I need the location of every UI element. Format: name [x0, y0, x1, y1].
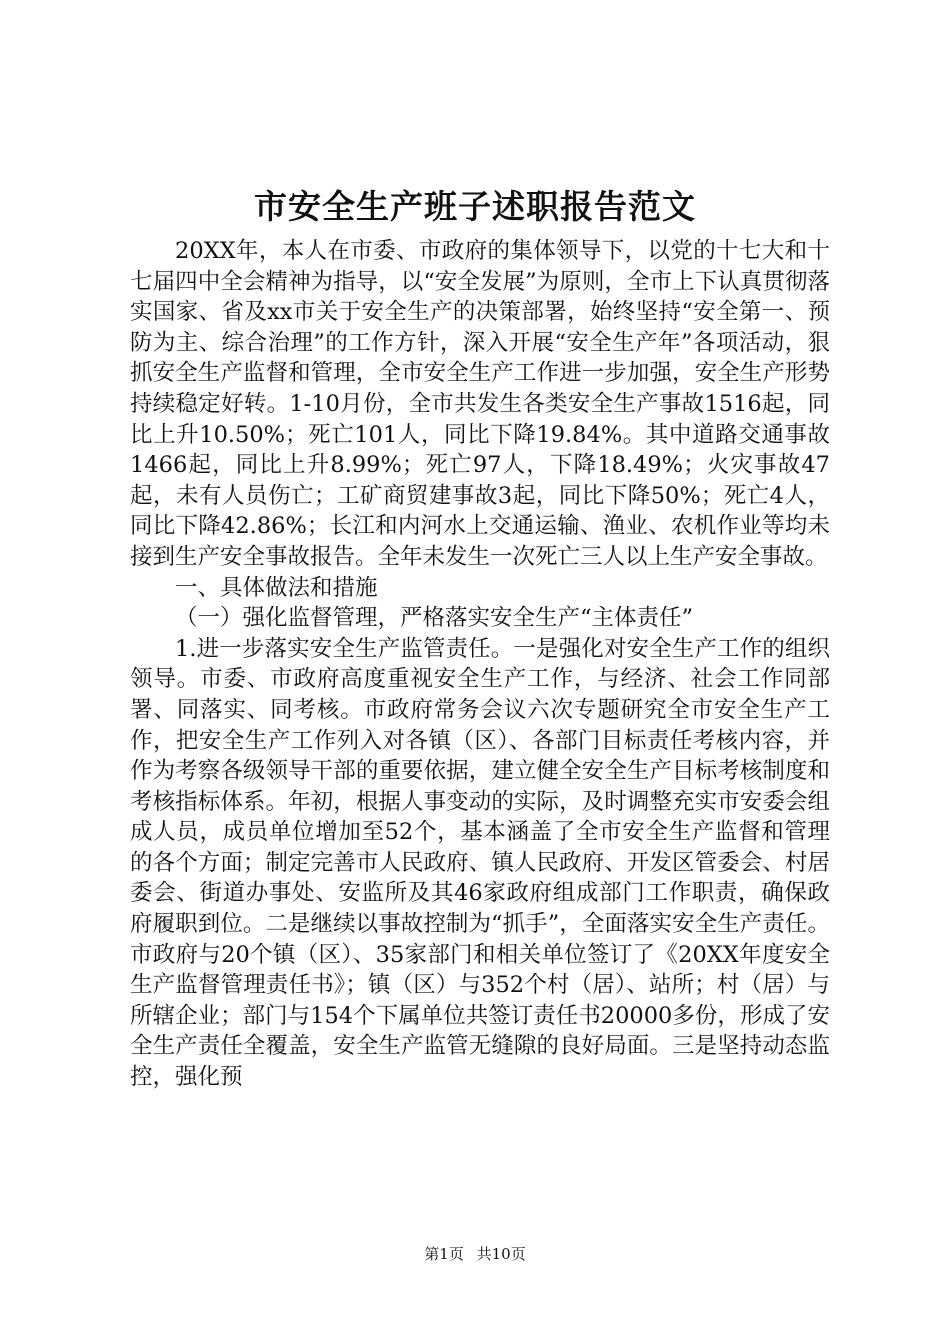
- paragraph-body: 1.进一步落实安全生产监管责任。一是强化对安全生产工作的组织领导。市委、市政府高度重视安全生产工作，与经济、社会工作同部署、同落实、同考核。市政府常务会议六次专题研究全市安全生产工作，把安全生产工作列入对各镇（区）、各部门目标责任考核内容，并作为考察各级领导干部的重要依据，建立健全安全生产目标考核制度和考核指标体系。年初，根据人事变动的实际，及时调整充实市安委会组成人员，成员单位增加至52个，基本涵盖了全市安全生产监督和管理的各个方面；制定完善市人民政府、镇人民政府、开发区管委会、村居委会、街道办事处、安监所及其46家政府组成部门工作职责，确保政府履职到位。二是继续以事故控制为“抓手”，全面落实安全生产责任。市政府与20个镇（区）、35家部门和相关单位签订了《20XX年度安全生产监督管理责任书》；镇（区）与352个村（居）、站所；村（居）与所辖企业；部门与154个下属单位共签订责任书20000多份，形成了安全生产责任全覆盖，安全生产监管无缝隙的良好局面。三是坚持动态监控，强化预: [130, 635, 830, 1091]
- document-title: 市安全生产班子述职报告范文: [254, 187, 696, 226]
- page-number: 第1页: [424, 1245, 464, 1263]
- paragraph-intro: 20XX年，本人在市委、市政府的集体领导下，以党的十七大和十七届四中全会精神为指导，以“安全发展”为原则，全市上下认真贯彻落实国家、省及xx市关于安全生产的决策部署，始终坚持“安全第一、预防为主、综合治理”的工作方针，深入开展“安全生产年”各项活动，狠抓安全生产监督和管理，全市安全生产工作进一步加强，安全生产形势持续稳定好转。1-10月份，全市共发生各类安全生产事故1516起，同比上升10.50%；死亡101人，同比下降19.84%。其中道路交通事故1466起，同比上升8.99%；死亡97人，下降18.49%；火灾事故47起，未有人员伤亡；工矿商贸建事故3起，同比下降50%；死亡4人，同比下降42.86%；长江和内河水上交通运输、渔业、农机作业等均未接到生产安全事故报告。全年未发生一次死亡三人以上生产安全事故。: [130, 238, 830, 570]
- subsection-heading: （一）强化监督管理，严格落实安全生产“主体责任”: [175, 605, 694, 632]
- document-body: [130, 236, 830, 1093]
- page-total: 共10页: [476, 1245, 526, 1263]
- page-footer: [0, 1244, 950, 1264]
- section-heading: 一、具体做法和措施: [175, 574, 378, 601]
